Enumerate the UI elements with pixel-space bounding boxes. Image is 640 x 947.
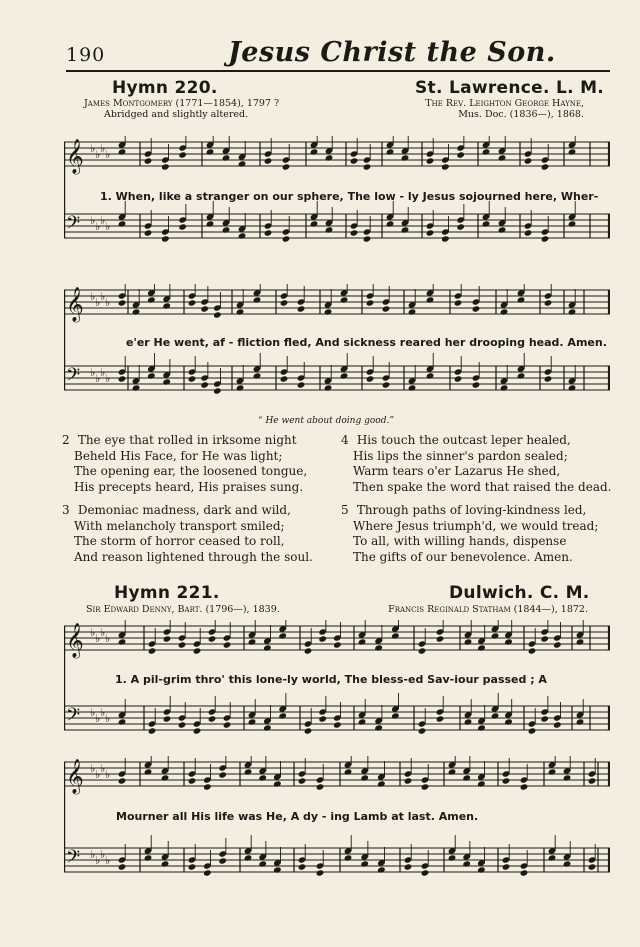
note-head [477, 780, 486, 787]
stanza-4-line: Then spake the word that raised the dead. [353, 479, 612, 494]
note-head [421, 869, 430, 876]
note-head [188, 299, 197, 306]
hymn-221-tune: Dulwich. C. M. [449, 583, 590, 603]
flat-icon: ♭ [100, 214, 106, 227]
note-head [482, 220, 491, 227]
note-head [318, 715, 327, 722]
stanza-2-line: Beheld His Face, for He was light; [74, 448, 283, 463]
note-head [366, 375, 375, 382]
note-head [363, 163, 372, 170]
note-head [448, 768, 457, 775]
note-head [236, 308, 245, 315]
flat-icon: ♭ [105, 372, 111, 385]
note-head [144, 157, 153, 164]
note-head [163, 635, 172, 642]
note-head [568, 384, 577, 391]
flat-icon: ♭ [105, 768, 111, 781]
note-head [472, 305, 481, 312]
note-head [548, 768, 557, 775]
note-head [318, 635, 327, 642]
hymn-220-title: Hymn 220. [112, 78, 218, 98]
flat-icon: ♭ [100, 142, 106, 155]
stanza-2-number: 2 [62, 433, 70, 447]
flat-icon: ♭ [105, 148, 111, 161]
bass-clef-icon: 𝄢 [66, 847, 81, 872]
stanza-3-number: 3 [62, 503, 70, 517]
note-head [213, 387, 222, 394]
note-head [263, 724, 272, 731]
note-head [500, 384, 509, 391]
page-number: 190 [66, 44, 106, 66]
note-head [502, 777, 511, 784]
note-head [482, 148, 491, 155]
stanza-2-line: His precepts heard, His praises sung. [74, 479, 304, 494]
flat-icon: ♭ [90, 762, 96, 775]
note-head [325, 226, 334, 233]
note-head [316, 783, 325, 790]
note-head [203, 783, 212, 790]
note-head [280, 299, 289, 306]
hymn-220-composer [425, 98, 584, 120]
flat-icon: ♭ [100, 706, 106, 719]
note-head [118, 220, 127, 227]
flat-icon: ♭ [90, 142, 96, 155]
treble-clef-icon: 𝄞 [66, 759, 84, 794]
note-head [568, 220, 577, 227]
note-head [576, 638, 585, 645]
note-head [244, 854, 253, 861]
hymn-220-stanza-5 [341, 503, 598, 565]
flat-icon: ♭ [100, 366, 106, 379]
note-head [147, 296, 156, 303]
note-head [238, 160, 247, 167]
note-head [298, 863, 307, 870]
note-head [358, 638, 367, 645]
note-head [477, 644, 486, 651]
flat-icon: ♭ [95, 220, 101, 233]
note-head [386, 220, 395, 227]
note-head [147, 372, 156, 379]
note-head [504, 718, 513, 725]
note-head [418, 727, 427, 734]
note-head [540, 715, 549, 722]
note-head [258, 860, 267, 867]
note-head [524, 229, 533, 236]
note-head [436, 715, 445, 722]
hymn-221-composer: Francis Reginald Statham (1844—), 1872. [388, 604, 588, 615]
note-head [188, 777, 197, 784]
note-head [144, 854, 153, 861]
note-head [203, 869, 212, 876]
hymn-221-lyric-line1: 1. A pil-grim thro' this lone-ly world, The bless-ed Sav-iour passed ; A [115, 673, 547, 686]
note-head [374, 644, 383, 651]
note-head [404, 777, 413, 784]
stanza-4-line: His lips the sinner's pardon sealed; [353, 448, 568, 463]
note-head [408, 384, 417, 391]
note-head [441, 163, 450, 170]
note-head [426, 229, 435, 236]
flat-icon: ♭ [100, 762, 106, 775]
note-head [498, 226, 507, 233]
flat-icon: ♭ [105, 712, 111, 725]
stanza-5-line: Through paths of loving-kindness led, [356, 503, 587, 517]
note-head [223, 721, 232, 728]
note-head [377, 780, 386, 787]
note-head [541, 163, 550, 170]
note-head [178, 223, 187, 230]
flat-icon: ♭ [90, 214, 96, 227]
stanza-4-line: Warm tears o'er Lazarus He shed, [353, 464, 561, 478]
note-head [333, 721, 342, 728]
note-head [360, 860, 369, 867]
note-head [118, 148, 127, 155]
note-head [374, 724, 383, 731]
note-head [206, 220, 215, 227]
note-head [223, 641, 232, 648]
note-head [408, 308, 417, 315]
flat-icon: ♭ [90, 626, 96, 639]
flat-icon: ♭ [95, 712, 101, 725]
note-head [568, 308, 577, 315]
flat-icon: ♭ [95, 148, 101, 161]
note-head [563, 774, 572, 781]
note-head [363, 235, 372, 242]
hymn-220-author-line1: James Montgomery (1771—1854), 1797 ? [84, 98, 280, 109]
stanza-5-line: To all, with willing hands, dispense [353, 534, 567, 548]
flat-icon: ♭ [90, 366, 96, 379]
note-head [253, 372, 262, 379]
note-head [464, 718, 473, 725]
note-head [576, 718, 585, 725]
note-head [333, 641, 342, 648]
note-head [273, 780, 282, 787]
note-head [344, 854, 353, 861]
note-head [222, 226, 231, 233]
note-head [404, 863, 413, 870]
flat-icon: ♭ [90, 848, 96, 861]
note-head [282, 235, 291, 242]
note-head [188, 375, 197, 382]
hymn-220-author-line2: Abridged and slightly altered. [104, 109, 249, 120]
note-head [324, 384, 333, 391]
note-head [248, 638, 257, 645]
note-head [448, 854, 457, 861]
note-head [456, 223, 465, 230]
note-head [244, 768, 253, 775]
stanza-4-number: 4 [341, 433, 349, 447]
note-head [263, 644, 272, 651]
stanza-5-line: The gifts of our benevolence. Amen. [353, 549, 573, 564]
note-head [377, 866, 386, 873]
hymn-220-tune: St. Lawrence. L. M. [415, 78, 605, 98]
note-head [426, 157, 435, 164]
note-head [132, 384, 141, 391]
note-head [386, 148, 395, 155]
hymn-220-lyric-line2: e'er He went, af - fliction fled, And sickness reared her drooping head. Amen. [126, 336, 607, 349]
note-head [193, 727, 202, 734]
note-head [528, 647, 537, 654]
note-head [498, 154, 507, 161]
note-head [588, 777, 597, 784]
stanza-2-line: The opening ear, the loosened tongue, [74, 464, 308, 478]
note-head [491, 632, 500, 639]
note-head [540, 635, 549, 642]
note-head [520, 783, 529, 790]
note-head [310, 220, 319, 227]
note-head [418, 647, 427, 654]
note-head [421, 783, 430, 790]
flat-icon: ♭ [105, 632, 111, 645]
note-head [500, 308, 509, 315]
hymn-220-stanza-4 [341, 433, 611, 495]
note-head [517, 296, 526, 303]
note-head [161, 235, 170, 242]
note-head [477, 724, 486, 731]
note-head [304, 647, 313, 654]
note-head [297, 305, 306, 312]
note-head [161, 860, 170, 867]
note-head [162, 302, 171, 309]
note-head [544, 299, 553, 306]
note-head [222, 154, 231, 161]
note-head [118, 863, 127, 870]
note-head [208, 635, 217, 642]
note-head [541, 235, 550, 242]
note-head [218, 857, 227, 864]
note-head [391, 632, 400, 639]
treble-clef-icon: 𝄞 [66, 287, 84, 322]
note-head [144, 768, 153, 775]
stanza-4-line: His touch the outcast leper healed, [356, 433, 571, 447]
note-head [206, 148, 215, 155]
note-head [517, 372, 526, 379]
note-head [401, 226, 410, 233]
note-head [148, 727, 157, 734]
bass-clef-icon: 𝄢 [66, 705, 81, 730]
note-head [188, 863, 197, 870]
hymn-221-system-2 [64, 756, 610, 890]
treble-clef-icon: 𝄞 [66, 139, 84, 174]
note-head [316, 869, 325, 876]
note-head [161, 774, 170, 781]
flat-icon: ♭ [95, 372, 101, 385]
note-head [208, 715, 217, 722]
hymn-220-stanza-2 [62, 433, 307, 495]
stanza-5-line: Where Jesus triumph'd, we would tread; [353, 518, 599, 533]
note-head [504, 638, 513, 645]
stanza-5-number: 5 [341, 503, 349, 517]
hymn-220-composer-line2: Mus. Doc. (1836—), 1868. [458, 109, 584, 120]
note-head [278, 712, 287, 719]
flat-icon: ♭ [95, 854, 101, 867]
note-head [253, 296, 262, 303]
note-head [297, 381, 306, 388]
note-head [553, 721, 562, 728]
flat-icon: ♭ [95, 768, 101, 781]
stanza-2-line: The eye that rolled in irksome night [77, 433, 297, 447]
note-head [366, 299, 375, 306]
note-head [382, 381, 391, 388]
hymn-221-lyric-line2: Mourner all His life was He, A dy - ing Lamb at last. Amen. [116, 810, 479, 823]
flat-icon: ♭ [90, 290, 96, 303]
hymn-221-author: Sir Edward Denny, Bart. (1796—), 1839. [86, 604, 280, 615]
note-head [548, 854, 557, 861]
note-head [456, 151, 465, 158]
note-head [350, 157, 359, 164]
hymn-220-composer-line1: The Rev. Leighton George Hayne, [425, 98, 584, 109]
stanza-3-line: The storm of horror ceased to roll, [74, 534, 285, 548]
note-head [118, 718, 127, 725]
note-head [520, 869, 529, 876]
treble-clef-icon: 𝄞 [66, 623, 84, 658]
note-head [401, 154, 410, 161]
note-head [553, 641, 562, 648]
note-head [161, 163, 170, 170]
note-head [178, 641, 187, 648]
note-head [298, 777, 307, 784]
note-head [132, 308, 141, 315]
stanza-3-line: With melancholy transport smiled; [74, 518, 285, 533]
note-head [163, 715, 172, 722]
note-head [200, 381, 209, 388]
note-head [441, 235, 450, 242]
note-head [144, 229, 153, 236]
note-head [544, 375, 553, 382]
note-head [280, 375, 289, 382]
note-head [426, 296, 435, 303]
note-head [382, 305, 391, 312]
note-head [436, 635, 445, 642]
note-head [258, 774, 267, 781]
flat-icon: ♭ [105, 220, 111, 233]
note-head [391, 712, 400, 719]
hymn-220-lyric-line1: 1. When, like a stranger on our sphere, The low - ly Jesus sojourned here, Wher- [100, 190, 599, 203]
note-head [491, 712, 500, 719]
note-head [340, 372, 349, 379]
note-head [118, 375, 127, 382]
note-head [426, 372, 435, 379]
note-head [462, 860, 471, 867]
note-head [178, 721, 187, 728]
flat-icon: ♭ [100, 626, 106, 639]
note-head [148, 647, 157, 654]
note-head [213, 311, 222, 318]
note-head [273, 866, 282, 873]
flat-icon: ♭ [90, 706, 96, 719]
note-head [360, 774, 369, 781]
note-head [238, 232, 247, 239]
note-head [462, 774, 471, 781]
note-head [304, 727, 313, 734]
note-head [464, 638, 473, 645]
hymn-221-title: Hymn 221. [114, 583, 220, 603]
note-head [282, 163, 291, 170]
header-rule [66, 70, 610, 72]
note-head [454, 375, 463, 382]
note-head [248, 718, 257, 725]
note-head [588, 863, 597, 870]
note-head [472, 381, 481, 388]
note-head [278, 632, 287, 639]
stanza-3-line: And reason lightened through the soul. [74, 549, 313, 564]
note-head [193, 647, 202, 654]
note-head [528, 727, 537, 734]
running-head: Jesus Christ the Son. [228, 37, 556, 68]
note-head [200, 305, 209, 312]
note-head [502, 863, 511, 870]
note-head [118, 638, 127, 645]
flat-icon: ♭ [105, 296, 111, 309]
note-head [340, 296, 349, 303]
hymn-220-stanza-3 [62, 503, 313, 565]
note-head [324, 308, 333, 315]
note-head [344, 768, 353, 775]
note-head [310, 148, 319, 155]
note-head [563, 860, 572, 867]
note-head [162, 378, 171, 385]
flat-icon: ♭ [95, 296, 101, 309]
stanza-3-line: Demoniac madness, dark and wild, [77, 503, 291, 517]
note-head [118, 777, 127, 784]
note-head [236, 384, 245, 391]
hymn-220-author [84, 98, 279, 120]
bass-clef-icon: 𝄢 [66, 213, 81, 238]
note-head [350, 229, 359, 236]
flat-icon: ♭ [95, 632, 101, 645]
note-head [264, 157, 273, 164]
note-head [568, 148, 577, 155]
hymn-220-caption: “ He went about doing good.” [258, 416, 394, 426]
note-head [325, 154, 334, 161]
note-head [358, 718, 367, 725]
flat-icon: ♭ [105, 854, 111, 867]
note-head [264, 229, 273, 236]
note-head [524, 157, 533, 164]
bass-clef-icon: 𝄢 [66, 365, 81, 390]
note-head [454, 299, 463, 306]
flat-icon: ♭ [100, 290, 106, 303]
note-head [477, 866, 486, 873]
note-head [118, 299, 127, 306]
note-head [178, 151, 187, 158]
note-head [218, 771, 227, 778]
flat-icon: ♭ [100, 848, 106, 861]
